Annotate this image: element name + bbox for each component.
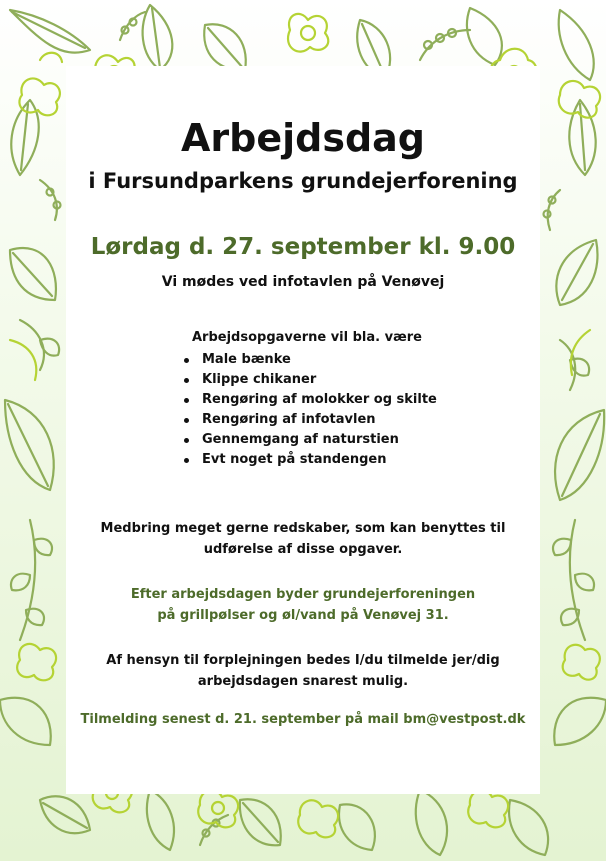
task-item: Evt noget på standengen bbox=[170, 450, 437, 470]
flyer-title: Arbejdsdag bbox=[180, 116, 425, 160]
task-item: Rengøring af infotavlen bbox=[170, 410, 437, 430]
task-item: Klippe chikaner bbox=[170, 370, 437, 390]
task-list bbox=[170, 350, 437, 470]
after-work-line: på grillpølser og øl/vand på Venøvej 31. bbox=[157, 608, 449, 623]
bring-tools-line: udførelse af disse opgaver. bbox=[203, 542, 403, 557]
catering-line: Af hensyn til forplejningen bedes I/du tilmelde jer/dig bbox=[106, 653, 500, 668]
meeting-place: Vi mødes ved infotavlen på Venøvej bbox=[161, 274, 445, 290]
catering-line: arbejdsdagen snarest mulig. bbox=[197, 674, 409, 689]
task-item: Rengøring af molokker og skilte bbox=[170, 390, 437, 410]
bring-tools-line: Medbring meget gerne redskaber, som kan benyttes til bbox=[100, 521, 506, 536]
bring-tools-paragraph bbox=[66, 518, 540, 560]
flyer-subtitle: i Fursundparkens grundejerforening bbox=[88, 169, 518, 193]
after-work-paragraph bbox=[66, 584, 540, 626]
flyer-content bbox=[66, 66, 540, 794]
tasks-heading: Arbejdsopgaverne vil bla. være bbox=[192, 330, 422, 345]
event-date: Lørdag d. 27. september kl. 9.00 bbox=[90, 234, 516, 260]
after-work-line: Efter arbejdsdagen byder grundejerforeningen bbox=[130, 587, 476, 602]
task-item: Gennemgang af naturstien bbox=[170, 430, 437, 450]
catering-paragraph bbox=[66, 650, 540, 692]
signup-deadline: Tilmelding senest d. 21. september på mail bm@vestpost.dk bbox=[80, 712, 526, 727]
task-item: Male bænke bbox=[170, 350, 437, 370]
